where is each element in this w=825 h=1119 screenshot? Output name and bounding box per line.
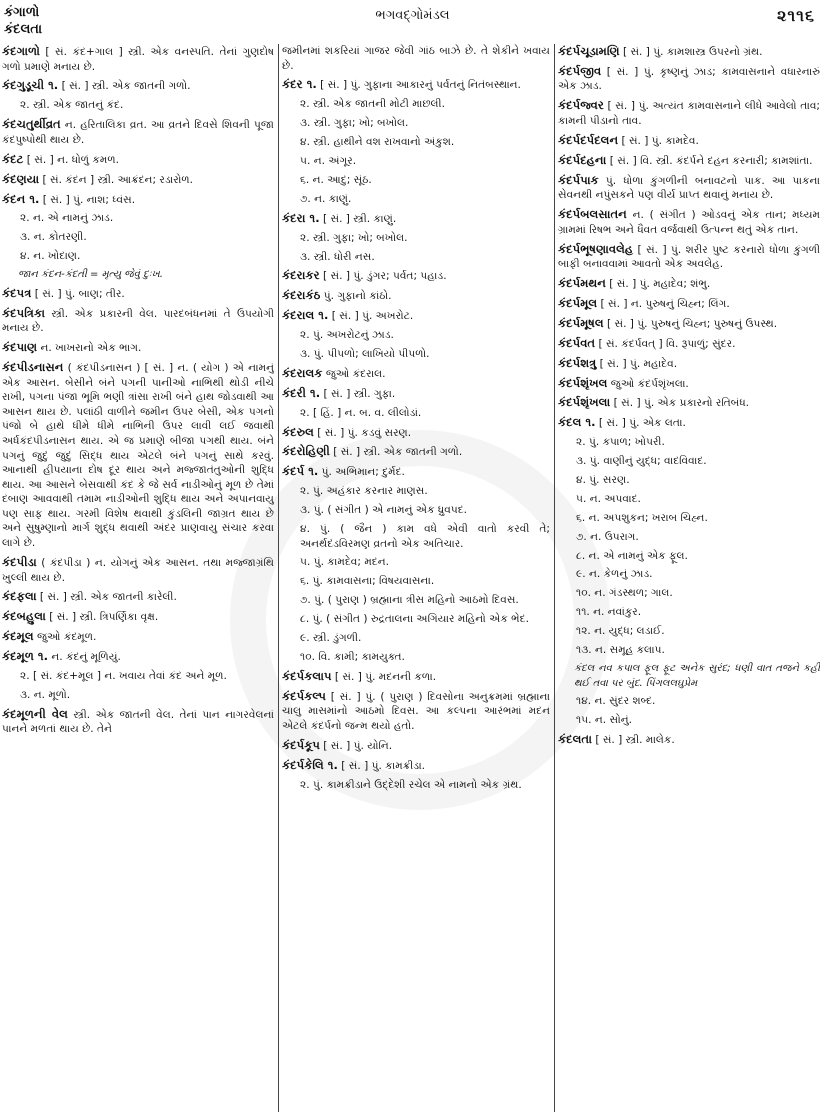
dictionary-entry bbox=[558, 415, 820, 431]
definition-text: ૬. પું. કામવાસના; વિષયવાસના. bbox=[300, 575, 435, 588]
sub-sense bbox=[558, 713, 820, 728]
dictionary-entry bbox=[282, 288, 550, 304]
definition-text: ૫. ન. અંગૂર. bbox=[300, 155, 357, 168]
dictionary-entry bbox=[558, 376, 820, 392]
sub-sense bbox=[282, 116, 550, 131]
definition-text: ૪. સ્ત્રી. હાથીને વશ રાખવાનો અંકુશ. bbox=[300, 136, 455, 149]
sub-sense bbox=[282, 503, 550, 518]
sub-sense bbox=[558, 643, 820, 658]
dictionary-entry bbox=[558, 316, 820, 332]
dictionary-entry bbox=[2, 306, 274, 336]
dictionary-entry bbox=[282, 386, 550, 402]
dictionary-entry bbox=[2, 360, 274, 551]
headword: કંદર્પ ૧. bbox=[282, 464, 319, 479]
definition-text: [ સં. ] પું. ( પુરાણ ) દિવસોના અનુક્રમમાં બ્રહ્માના ચાલુ માસમાંનો આઠમો દિવસ. આ કલ્પના આરંભમાં મદન એટલે કંદર્પનો જન્મ થયો હતો. bbox=[282, 690, 550, 732]
definition-text: ૨. સ્ત્રી. એક જાતની મોટી માછલી. bbox=[300, 98, 445, 111]
headword: કંદરી ૧. bbox=[282, 385, 321, 400]
dictionary-entry bbox=[558, 64, 820, 94]
headword: કંદગાળો bbox=[2, 44, 40, 58]
definition-text: [ સં. કંદર્પવત્ ] વિ. રૂપાળું; સુંદર. bbox=[595, 337, 736, 350]
sub-sense bbox=[558, 511, 820, 526]
definition-text: ૧૦. ન. ગંડસ્થળ; ગાલ. bbox=[576, 587, 673, 600]
definition-text: જમીનમાં શકરિયાં ગાજર જેવી ગાંઠ બાઝે છે. તે શેકીને ખવાય છે. bbox=[282, 45, 550, 72]
headword: કંદર્પબલસાતન bbox=[558, 207, 627, 222]
definition-text: [ સં. ] સ્ત્રી. માલેક. bbox=[591, 733, 675, 746]
headword: કંદર્પજ્વર bbox=[558, 98, 604, 113]
definition-text: [ સં. કંદન ] સ્ત્રી. આક્રંદન; રડારોળ. bbox=[39, 173, 194, 186]
headword: કંદર્પશૃંખલ bbox=[558, 375, 608, 390]
definition-text: ૨. સ્ત્રી. ગુફા; ખો; બખોલ. bbox=[300, 231, 408, 244]
guideword-first: કંગાળો bbox=[4, 5, 40, 20]
definition-text: [ સં. ] પું. મહાદેવ; શંભુ. bbox=[605, 278, 711, 291]
definition-text: ૭. ન. ઉપરાગ. bbox=[576, 530, 639, 543]
definition-text: ૭. ન. કાણું. bbox=[300, 192, 352, 205]
column-rule bbox=[278, 44, 279, 1112]
definition-text: [ સં. ] પું. કામદેવ. bbox=[618, 134, 699, 147]
dictionary-entry bbox=[282, 444, 550, 460]
headword: કંદબહુલા bbox=[2, 609, 46, 624]
dictionary-entry bbox=[558, 356, 820, 372]
definition-text: [ સં. ] સ્ત્રી. એક જાતની ગળો. bbox=[329, 446, 463, 459]
definition-text: [ સં. કંદ+ગાલ ] સ્ત્રી. એક વનસ્પતિ. તેનાં ગુણદોષ ગળો પ્રમાણે મનાય છે. bbox=[2, 46, 274, 73]
sub-sense bbox=[2, 230, 274, 245]
dictionary-entry bbox=[2, 152, 274, 168]
sub-sense bbox=[282, 574, 550, 589]
sub-sense bbox=[2, 669, 274, 684]
headword: કંદચતુર્થીવ્રત bbox=[2, 117, 61, 132]
definition-text: ૪. પું. સરણ. bbox=[576, 474, 630, 486]
headword: કંદલતા bbox=[558, 731, 592, 746]
dictionary-entry bbox=[558, 207, 820, 237]
definition-text: ૨. પું. અહંકાર કરનાર માણસ. bbox=[300, 485, 428, 498]
definition-text: [ સં. ] ન. ધોળું કમળ. bbox=[23, 153, 119, 166]
headword: કંદપત્રિકા bbox=[2, 305, 45, 320]
dictionary-entry bbox=[2, 649, 274, 665]
definition-text: ૬. ન. અપશુકન; ખરાબ ચિહ્ન. bbox=[576, 511, 708, 524]
dictionary-entry bbox=[558, 153, 820, 169]
definition-text: ૩. ન. કોતરણી. bbox=[20, 231, 87, 244]
headword: કંદર્પદહના bbox=[558, 152, 607, 167]
page-number: ૨૧૧૬ bbox=[776, 6, 815, 25]
dictionary-entry bbox=[282, 464, 550, 480]
dictionary-entry bbox=[558, 98, 820, 128]
headword: કંદન ૧. bbox=[2, 191, 40, 206]
definition-text: [ સં. ] વિ. સ્ત્રી. કંદર્પને દહન કરનારી; કામશાંતા. bbox=[606, 154, 813, 167]
definition-text: [ સં. ] પું. યોનિ. bbox=[319, 739, 393, 752]
definition-text: ૫. પું. કામદેવ; મદન. bbox=[300, 556, 389, 569]
headword: કંદપાણ bbox=[2, 340, 38, 355]
sub-sense bbox=[282, 555, 550, 570]
dictionary-entry bbox=[558, 276, 820, 292]
headword: કંદરાકર bbox=[282, 268, 320, 283]
definition-text: ૩. સ્ત્રી. ધોરી નસ. bbox=[300, 250, 375, 263]
definition-text: ૨. પું. કામક્રીડાને ઉદ્દેશી રચેલ એ નામનો એક ગ્રંથ. bbox=[300, 778, 522, 791]
definition-text: પું. ધોળા કુંગળીની બનાવટનો પાક. આ પાકના સેવનથી નપુંસકને પણ વીર્ય પ્રાપ્ત થવાનું મનાય છે. bbox=[558, 174, 820, 202]
citation bbox=[558, 662, 820, 691]
dictionary-entry bbox=[2, 555, 274, 585]
definition-text: જુઓ કંદરાલ. bbox=[322, 367, 386, 380]
sub-sense bbox=[282, 631, 550, 646]
sub-sense bbox=[558, 473, 820, 488]
headword: કંદપીડનાસન bbox=[2, 359, 64, 374]
headword: કંદર્પકેલિ ૧. bbox=[282, 757, 338, 772]
sub-sense bbox=[558, 549, 820, 564]
headword: કંદરા ૧. bbox=[282, 210, 320, 225]
definition-text: ૨. પું. કપાળ; ખોપરી. bbox=[576, 436, 665, 449]
sub-sense bbox=[282, 612, 550, 627]
definition-text: ૩. પું. વાણીનું યુદ્ધ; વાદવિવાદ. bbox=[576, 455, 707, 468]
sub-sense bbox=[558, 454, 820, 469]
headword: કંદર્પશત્રુ bbox=[558, 355, 597, 370]
headword: કંદટ bbox=[2, 151, 24, 166]
definition-text: ૯. ન. કેળનું ઝાડ. bbox=[576, 568, 653, 581]
headword: કંદરાલક bbox=[282, 365, 323, 380]
definition-text: ( કંદપીડા ) ન. યોગનું એક આસન. તથા મજ્જાગ્રંથિ ખુલ્લી થાય છે. bbox=[2, 556, 274, 584]
definition-text: ૩. પું. પીપળો; લાખિયો પીપળો. bbox=[300, 347, 430, 360]
definition-text: [ સં. ] પું. મદનની કળા. bbox=[331, 670, 437, 683]
dictionary-entry bbox=[558, 242, 820, 272]
dictionary-entry bbox=[558, 44, 820, 60]
headword: કંદર્પપાક bbox=[558, 172, 599, 187]
definition-text: ૪. ન. ખોદાણ. bbox=[20, 250, 81, 263]
definition-text: [ સં. ] ન. પુરુષનું ચિહ્ન; લિંગ. bbox=[597, 297, 730, 310]
headword: કંદરાકંઠ bbox=[282, 288, 321, 303]
definition-text: જાન કંદન-કંદતી = મૃત્યુ જેવું દુઃખ. bbox=[18, 269, 163, 281]
headword: કંદરુલ bbox=[282, 424, 314, 439]
dictionary-entry bbox=[282, 211, 550, 227]
dictionary-entry bbox=[2, 44, 274, 74]
column-3 bbox=[558, 44, 820, 1114]
definition-text: ૧૩. ન. સમૂહ કલાપ. bbox=[576, 644, 665, 657]
sub-sense bbox=[282, 484, 550, 499]
definition-text: ન. ( સંગીત ) ઓડવનું એક તાન; મધ્યમ ગ્રામમાં રિષભ અને ધૈવત વર્જવાથી ઉત્પન્ન થતું એક તાન. bbox=[558, 209, 820, 236]
headword: કંદર્પચૂડામણિ bbox=[558, 44, 620, 58]
sub-sense bbox=[282, 347, 550, 362]
sub-sense bbox=[558, 492, 820, 507]
definition-text: [ સં. ] પું. એક લતા. bbox=[595, 417, 686, 430]
column-rule bbox=[554, 44, 555, 1112]
definition-text: ૨. પું. અખરોટનું ઝાડ. bbox=[300, 329, 394, 342]
headword: કંદર્પજીવ bbox=[558, 63, 602, 78]
definition-text: સ્ત્રી. એક પ્રકારની વેલ. પારદબંધનમાં તે ઉપયોગી મનાય છે. bbox=[2, 307, 274, 335]
dictionary-entry bbox=[282, 366, 550, 382]
dictionary-entry bbox=[558, 395, 820, 411]
headword: કંદરાલ ૧. bbox=[282, 308, 329, 323]
headword: કંદરોહિણી bbox=[282, 444, 330, 459]
headword: કંદપત્ર bbox=[2, 285, 32, 300]
sub-sense bbox=[2, 211, 274, 226]
definition-text: [ સં. ] પું. કડવું સરણ. bbox=[313, 426, 412, 439]
headword: કંદલ ૧. bbox=[558, 415, 596, 430]
definition-text: [ સં. ] પું. અખરોટ. bbox=[328, 310, 414, 323]
dictionary-entry bbox=[282, 738, 550, 754]
definition-text: પું. ગુફાનો કાંઠો. bbox=[320, 290, 392, 303]
definition-text: કંદલ નવ કપાલ ફૂલ ફૂટ અનેક સુરંદ; ધણી વાત તજને કહી થઈ તવા પર બુંદ. પિંગલલઘુપ્રેમ bbox=[574, 662, 820, 689]
definition-text: ૮. પું. ( સંગીત ) રુદ્રતાલના અગિયાર મહિનો એક ભેદ. bbox=[300, 613, 529, 626]
sub-sense bbox=[558, 605, 820, 620]
dictionary-entry bbox=[2, 629, 274, 645]
sub-sense bbox=[558, 694, 820, 709]
dictionary-entry bbox=[282, 689, 550, 734]
dictionary-entry bbox=[2, 286, 274, 302]
sub-sense bbox=[282, 328, 550, 343]
definition-text: ૧૪. ન. સુંદર શબ્દ. bbox=[576, 695, 656, 708]
dictionary-entry bbox=[2, 340, 274, 356]
headword: કંદમૂળની વેલ bbox=[2, 706, 68, 721]
dictionary-entry bbox=[558, 732, 820, 748]
definition-text: [ સં. ] પું. નાશ; ધ્વંસ. bbox=[39, 193, 136, 206]
headword: કંદર્પમૂષલ bbox=[558, 315, 604, 330]
sub-sense bbox=[282, 250, 550, 265]
headword: કંદર્પમથન bbox=[558, 276, 606, 291]
definition-text: ૧૧. ન. નવાંકુર. bbox=[576, 606, 642, 619]
headword: કંદર્પશૃંખલા bbox=[558, 395, 611, 410]
dictionary-entry bbox=[2, 117, 274, 147]
headword: કંદર્પકૂપ bbox=[282, 737, 320, 752]
dictionary-entry bbox=[282, 308, 550, 324]
definition-text: ૩. ન. મૂળો. bbox=[20, 688, 71, 701]
definition-text: ૧૫. ન. સોનું. bbox=[576, 713, 633, 726]
definition-text: [ સં. ] પું. શરીર પુષ્ટ કરનારો ધોળા કુંગળી બાફી બનાવવામાં આવતો એક અવલેહ. bbox=[558, 243, 820, 271]
dictionary-entry bbox=[558, 336, 820, 352]
sub-sense bbox=[282, 406, 550, 421]
definition-text: [ સં. ] સ્ત્રી. કાણું. bbox=[319, 212, 397, 225]
sub-sense bbox=[282, 97, 550, 112]
definition-text: [ સં. ] પું. કામશાસ્ત્ર ઉપરનો ગ્રંથ. bbox=[619, 46, 763, 58]
headword: કંદર્પવત bbox=[558, 335, 596, 350]
definition-text: [ સં. ] પું. મહાદેવ. bbox=[596, 357, 678, 370]
headword: કંદર્પભૂષણાવલેહ bbox=[558, 241, 634, 256]
definition-text: પું. અભિમાન; દુર્મદ. bbox=[318, 466, 405, 479]
definition-text: ૯. સ્ત્રી. ડુંગળી. bbox=[300, 632, 362, 645]
definition-text: જુઓ કંદર્પશૃંખલા. bbox=[607, 377, 689, 390]
headword: કંદર્પકલ્પ bbox=[282, 688, 326, 703]
definition-text: [ સં. ] સ્ત્રી. ત્રિપર્ણિકા વૃક્ષ. bbox=[45, 611, 159, 624]
sub-sense bbox=[282, 522, 550, 551]
definition-text: ૭. પું. ( પુરાણ ) બ્રહ્માના ત્રીસ મહિનો આઠમો દિવસ. bbox=[300, 594, 519, 607]
column-1 bbox=[2, 44, 274, 1114]
dictionary-entry bbox=[282, 669, 550, 685]
definition-text: [ સં. ] પું. પુરુષનું ચિહ્ન; પુરુષનું ઉપસ્થ. bbox=[603, 317, 778, 330]
dictionary-entry bbox=[2, 78, 274, 94]
definition-text: [ સં. ] પું. કામક્રીડા. bbox=[337, 759, 426, 772]
sub-sense bbox=[282, 154, 550, 169]
dictionary-entry bbox=[2, 589, 274, 605]
definition-text: ૨. ન. એ નામનું ઝાડ. bbox=[20, 212, 114, 225]
sub-sense bbox=[558, 586, 820, 601]
dictionary-entry bbox=[2, 172, 274, 188]
dictionary-entry bbox=[2, 609, 274, 625]
definition-text: ૩. પું. ( સંગીત ) એ નામનું એક ધ્રુવપદ. bbox=[300, 504, 468, 517]
definition-text: ન. ખાખરાનો એક ભાગ. bbox=[37, 342, 142, 355]
headword: કંદર્પમૂલ bbox=[558, 295, 598, 310]
definition-text: સ્ત્રી. એક જાતની વેલ. તેનાં પાન નાગરવેલનાં પાનને મળતાં થાય છે. તેને bbox=[2, 708, 274, 736]
sub-sense bbox=[282, 778, 550, 793]
definition-text: ૧૨. ન. યુદ્ધ; લડાઈ. bbox=[576, 625, 665, 638]
headword: કંદમૂળ ૧. bbox=[2, 649, 49, 664]
running-title: ભગવદ્ગોમંડલ bbox=[375, 8, 450, 23]
definition-text: [ સં. ] પું. ડુંગર; પર્વત; પહાડ. bbox=[319, 270, 447, 283]
definition-text: [ સં. ] સ્ત્રી. ગુફા. bbox=[320, 387, 396, 400]
headword: કંદફલા bbox=[2, 589, 37, 604]
dictionary-entry bbox=[282, 77, 550, 93]
sub-sense bbox=[282, 231, 550, 246]
definition-text: ૮. ન. એ નામનું એક ફૂલ. bbox=[576, 549, 688, 562]
page-header bbox=[0, 0, 825, 44]
dictionary-entry bbox=[282, 268, 550, 284]
headword: કંદર્પકલાપ bbox=[282, 668, 332, 683]
definition-text: [ સં. ] પું. કૃષ્ણનું ઝાડ; કામવાસનાને વધારનારું એક ઝાડ. bbox=[558, 65, 820, 93]
definition-text: ૨. સ્ત્રી. એક જાતનું કંદ. bbox=[20, 99, 124, 112]
definition-text: જુઓ કંદમૂળ. bbox=[33, 631, 97, 644]
dictionary-entry bbox=[282, 44, 550, 73]
sub-sense bbox=[558, 624, 820, 639]
dictionary-entry bbox=[558, 133, 820, 149]
sub-sense bbox=[558, 435, 820, 450]
headword: કંદર્પદર્પદલન bbox=[558, 132, 619, 147]
headword: કંદગુડૂચી ૧. bbox=[2, 78, 59, 93]
sub-sense bbox=[2, 688, 274, 703]
sub-sense bbox=[282, 593, 550, 608]
definition-text: ૨. [ સં. કંદ+મૂલ ] ન. ખવાય તેવાં કંદ અને મૂળ. bbox=[20, 670, 227, 683]
definition-text: ૫. ન. અપવાદ. bbox=[576, 492, 641, 505]
dictionary-entry bbox=[2, 192, 274, 208]
dictionary-entry bbox=[558, 173, 820, 203]
citation bbox=[2, 268, 274, 283]
sub-sense bbox=[282, 173, 550, 188]
definition-text: [ સં. ] પું. બાણ; તીર. bbox=[31, 287, 125, 300]
definition-text: ૪. પું. ( જૈન ) કામ વધે એવી વાતો કરવી તે; અનર્થદંડવિરમણ વ્રતનો એક અતિચાર. bbox=[300, 522, 550, 550]
sub-sense bbox=[2, 98, 274, 113]
dictionary-entry bbox=[2, 707, 274, 737]
headword: કંદણયા bbox=[2, 171, 40, 186]
definition-text: ન. હરિતાલિકા વ્રત. આ વ્રતને દિવસે શિવની પૂજા કંદપુષ્પોથી થાય છે. bbox=[2, 119, 274, 146]
column-2 bbox=[282, 44, 550, 1114]
dictionary-entry bbox=[558, 296, 820, 312]
sub-sense bbox=[2, 249, 274, 264]
sub-sense bbox=[282, 650, 550, 665]
sub-sense bbox=[282, 135, 550, 150]
definition-text: ૬. ન. આદુ; સૂંઠ. bbox=[300, 173, 372, 186]
definition-text: [ સં. ] પું. એક પ્રકારનો રતિબંધ. bbox=[610, 397, 750, 410]
headword: કંદમૂલ bbox=[2, 629, 34, 644]
definition-text: [ સં. ] સ્ત્રી. એક જાતની કારેલી. bbox=[36, 591, 177, 604]
definition-text: [ સં. ] પું. ગુફાના આકારનું પર્વતનું નિતંબસ્થાન. bbox=[316, 79, 521, 92]
definition-text: ( કંદપીડનાસન ) [ સં. ] ન. ( યોગ ) એ નામનું એક આસન. બેસીને બંને પગની પાનીઓ નાભિથી થોડી નીચે રાખી, પગના પંજા ભૂમિ ભણી ત્રાંસા રાખી બંને હાથ જોડવાથી આ આસન થાય છે. પલાંઠી વાળીને જમીન ઉપર બેસી, એક પગનો પંજો બે હાથે ધીમે ધીમે નાભિની ઉપર લાવી લઈ જવાથી અર્ધકંદપીડનાસન થાય. એ જ પ્રમાણે બીજા પગથી થાય. બંને પગનું જુદું જુદું સિદ્ધ થાય એટલે બંને પગનું સાથે કરવું. આનાથી હીપયાના દોષ દૂર થાય અને મજ્જાતંતુઓની શુદ્ધિ થાય. આ આસને બેસવાથી કંદ કે જે સર્વ નાડીઓનું મૂળ છે તેમાં દબાણ આવવાથી તમામ નાડીઓની શુદ્ધિ થાય અને અપાનવાયુ પણ સાફ થાય. ગરમી વિશેષ થવાથી કુંડલિની જાગ્રત થાય છે અને સુષુમ્ણાનો માર્ગ શુદ્ધ થવાથી અંદર પ્રાણવાયુ સંચાર કરવા લાગે છે. bbox=[2, 361, 274, 550]
guideword-last: કંદલતા bbox=[4, 22, 43, 37]
sub-sense bbox=[558, 567, 820, 582]
definition-text: [ સં. ] સ્ત્રી. એક જાતની ગળો. bbox=[58, 80, 191, 93]
definition-text: ૧૦. વિ. કામી; કામયુક્ત. bbox=[300, 650, 405, 663]
dictionary-entry bbox=[282, 758, 550, 774]
definition-text: ૨. [ હિં. ] ન. બ. વ. લીલોડાં. bbox=[300, 406, 422, 419]
headword: કંદર ૧. bbox=[282, 77, 317, 92]
sub-sense bbox=[558, 530, 820, 545]
headword: કંદપીડા bbox=[2, 554, 37, 569]
sub-sense bbox=[282, 192, 550, 207]
definition-text: [ સં. ] પું. અત્યંત કામવાસનાને લીધે આવેલો તાવ; કામની પીડાનો તાવ. bbox=[558, 100, 820, 127]
dictionary-entry bbox=[282, 425, 550, 441]
definition-text: ન. કંદનું મૂળિયું. bbox=[48, 651, 121, 664]
definition-text: ૩. સ્ત્રી. ગુફા; ખો; બખોલ. bbox=[300, 117, 409, 130]
